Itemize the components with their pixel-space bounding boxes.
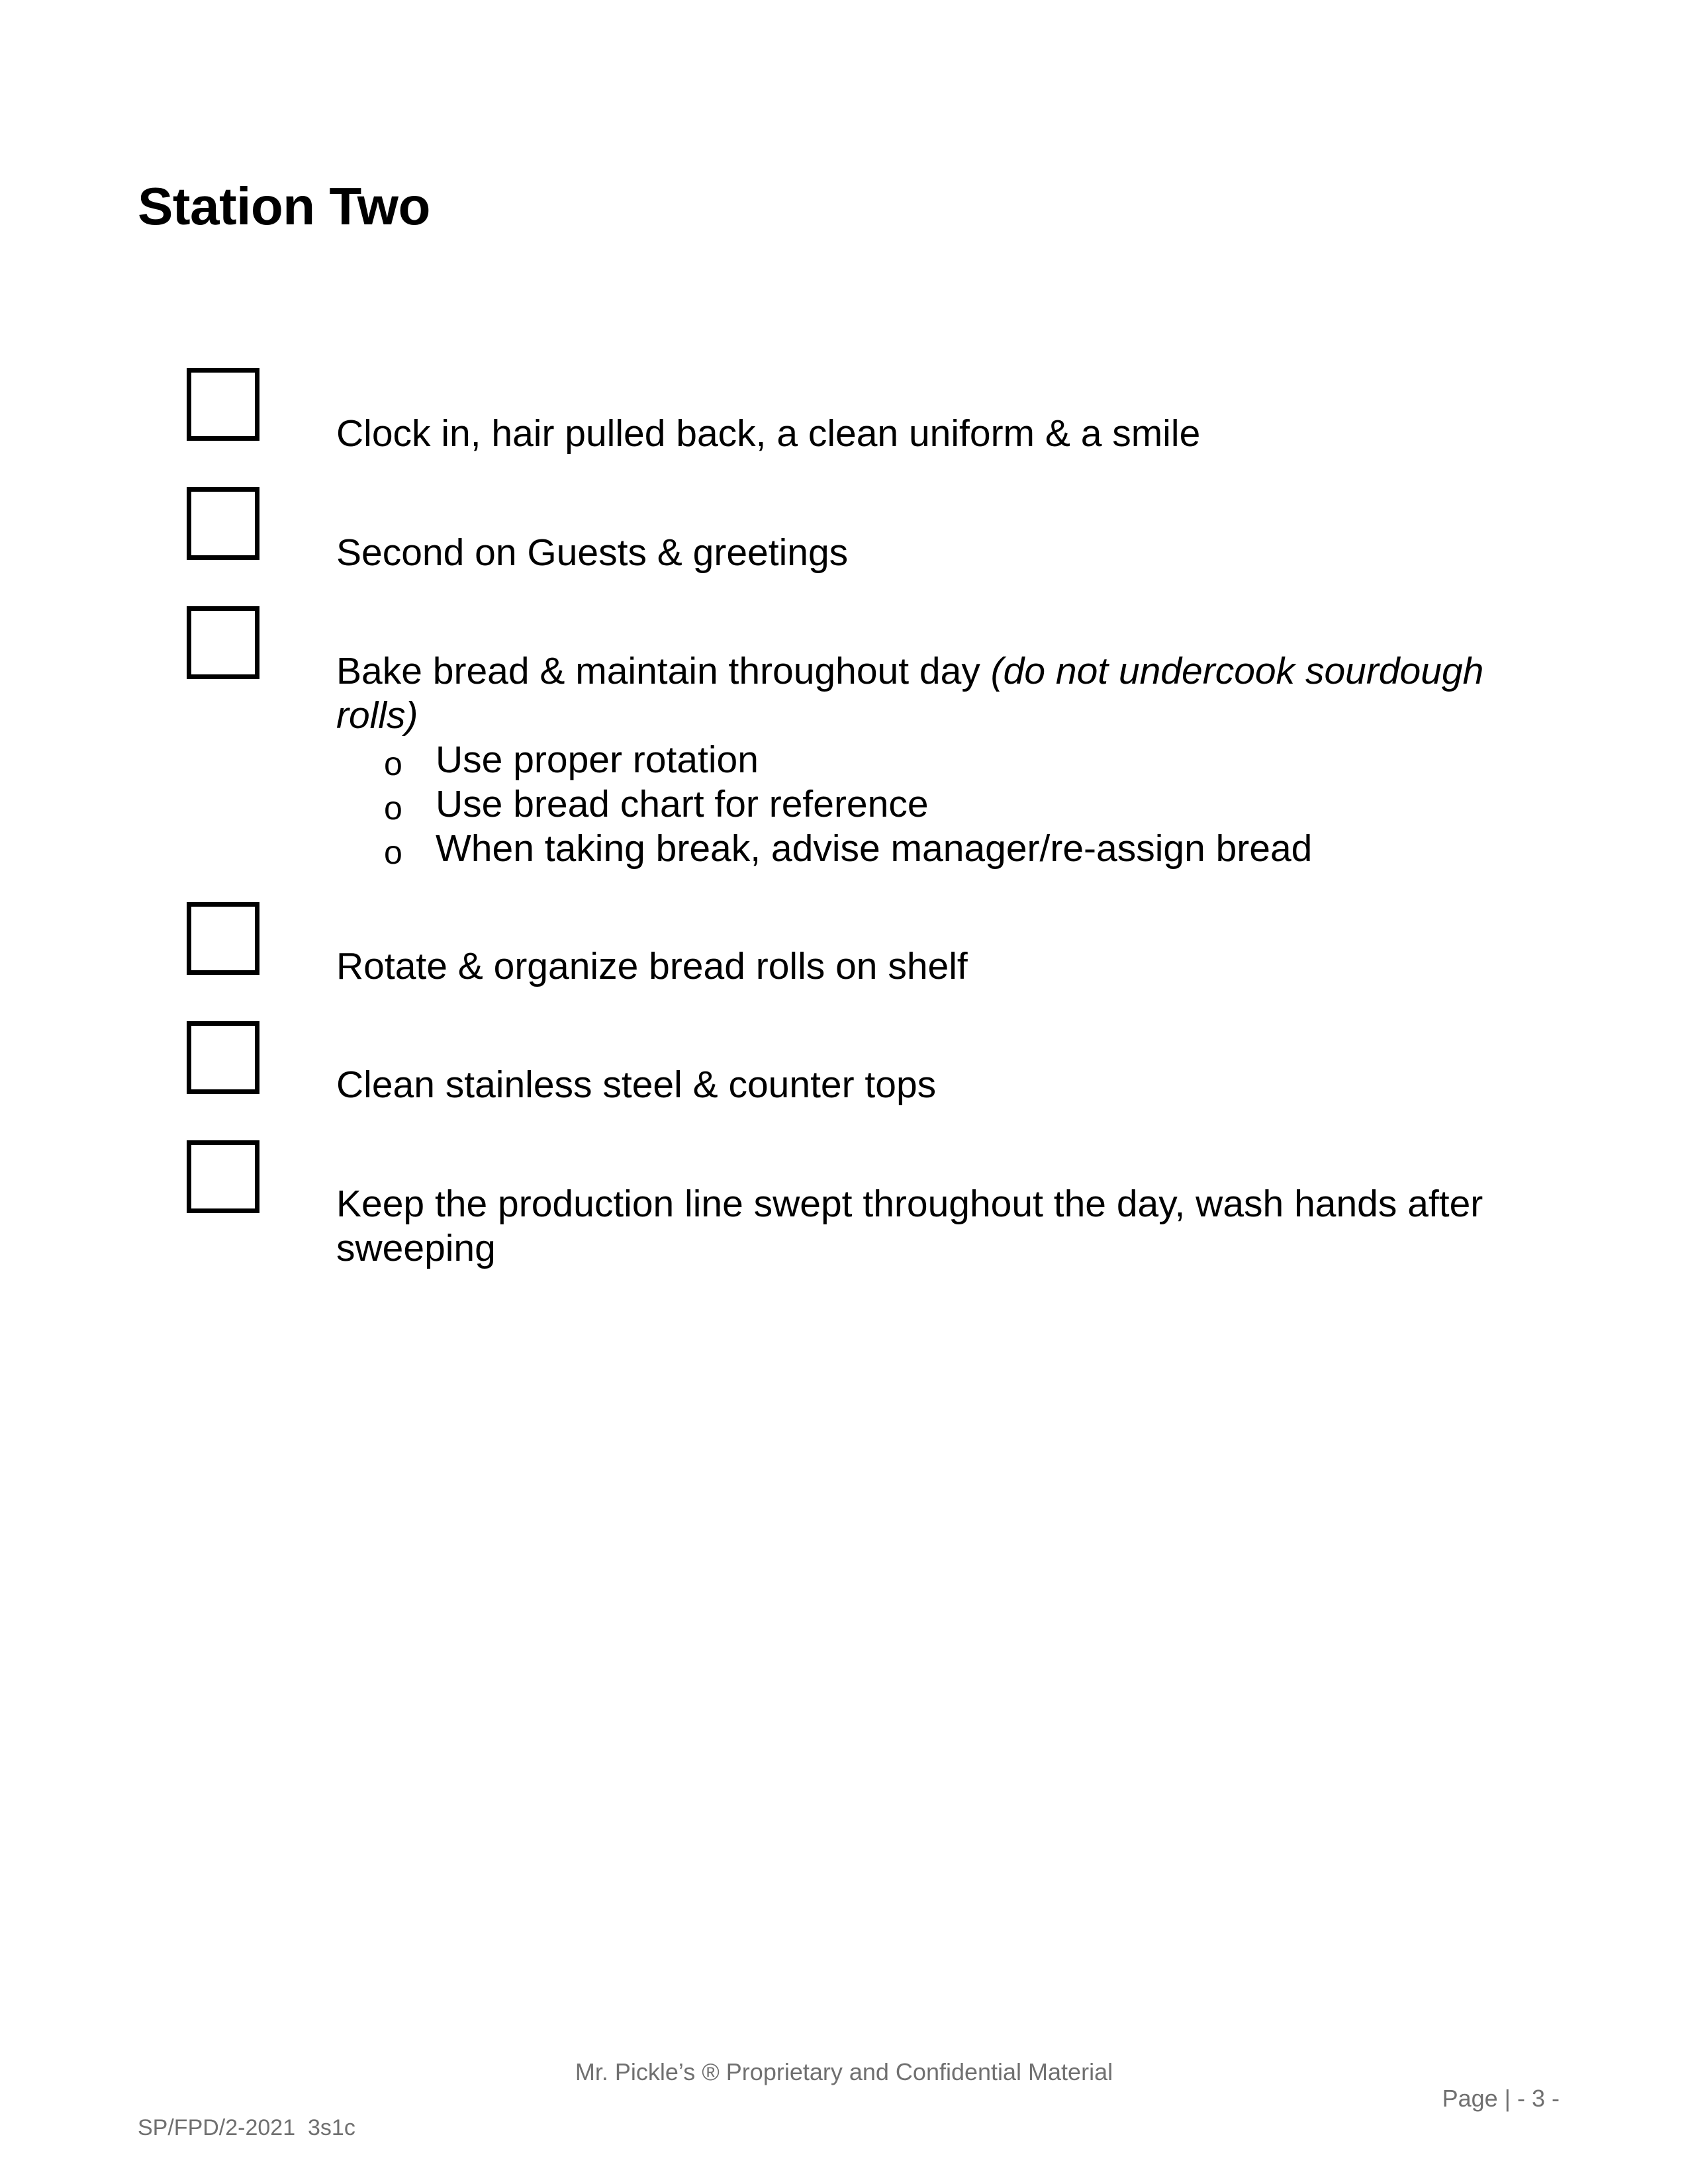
checklist-item-text: Second on Guests & greetings [336,531,849,574]
footer-confidential: Mr. Pickle’s ® Proprietary and Confidential Material [575,2058,1113,2085]
checklist-item-text: Bake bread & maintain throughout day [336,650,991,692]
checklist-item-text: Rotate & organize bread rolls on shelf [336,945,968,987]
checkbox-sweep-line[interactable] [187,1140,259,1213]
checklist-item-text: Clock in, hair pulled back, a clean uniform & a smile [336,412,1201,455]
circle-bullet-icon: o [384,834,402,871]
checkbox-rotate-rolls[interactable] [187,902,259,975]
sublist-item-text: When taking break, advise manager/re-assign bread [436,827,1313,870]
list-item [384,738,1312,782]
checkbox-bake-bread[interactable] [187,606,259,679]
page-title: Station Two [138,177,430,236]
checkbox-guests-greetings[interactable] [187,487,259,560]
list-item [384,782,1312,827]
list-item [384,827,1312,871]
circle-bullet-icon: o [384,745,402,782]
page-number: Page | - 3 - [1442,2085,1560,2112]
checklist-item-text: Clean stainless steel & counter tops [336,1064,937,1106]
document-code: SP/FPD/2-2021 3s1c [138,2115,355,2140]
checklist-item-text: Keep the production line swept throughout the day, wash hands after sweeping [336,1183,1483,1269]
circle-bullet-icon: o [384,790,402,827]
sublist-item-text: Use bread chart for reference [436,783,929,825]
bake-bread-sublist [384,738,1312,871]
sublist-item-text: Use proper rotation [436,739,759,781]
checklist-item-note: (do not undercook sourdough rolls) [336,650,1484,737]
checkbox-clock-in[interactable] [187,368,259,441]
checkbox-clean-steel[interactable] [187,1021,259,1094]
checklist-item-bake-bread [336,649,1528,738]
